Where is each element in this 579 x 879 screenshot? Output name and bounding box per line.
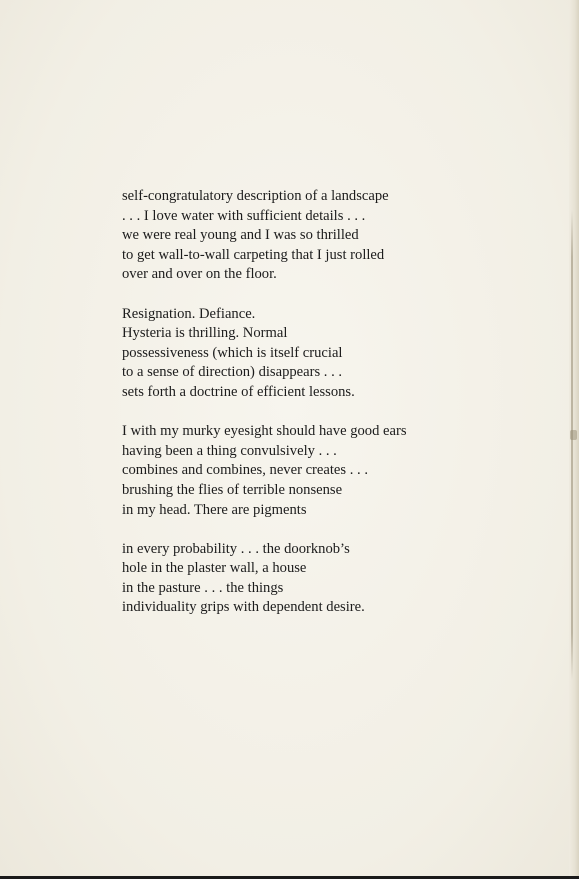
stanza-3	[122, 422, 502, 520]
poem-line: self-congratulatory description of a landscape	[122, 188, 389, 204]
poem-line: combines and combines, never creates . . .	[122, 462, 368, 479]
poem-line: possessiveness (which is itself crucial	[122, 344, 343, 361]
poem-line: to a sense of direction) disappears . . .	[122, 364, 343, 381]
stanza-1	[122, 187, 502, 285]
stanza-4	[122, 540, 502, 618]
poem-line: Resignation. Defiance.	[122, 305, 256, 322]
poem-line: over and over on the floor.	[122, 266, 277, 283]
binding-thread-mark	[570, 430, 577, 440]
poem-line: in my head. There are pigments	[122, 501, 307, 518]
poem-line: having been a thing convulsively . . .	[122, 442, 337, 459]
stanza-2	[122, 305, 502, 403]
poem-line: . . . I love water with sufficient details . . .	[122, 207, 366, 224]
poem-line: Hysteria is thrilling. Normal	[122, 325, 288, 342]
binding-line	[571, 210, 573, 680]
poem-line: sets forth a doctrine of efficient lessons.	[122, 383, 355, 400]
poem-line: we were real young and I was so thrilled	[122, 227, 359, 244]
poem-line: brushing the flies of terrible nonsense	[122, 481, 343, 498]
poem-line: to get wall-to-wall carpeting that I just rolled	[122, 246, 385, 263]
poem-line: in the pasture . . . the things	[122, 579, 284, 596]
poem-line: hole in the plaster wall, a house	[122, 560, 307, 577]
poem-text	[122, 187, 502, 638]
poem-line: individuality grips with dependent desire.	[122, 599, 365, 616]
poem-line: in every probability . . . the doorknob’s	[122, 540, 350, 557]
poem-line: I with my murky eyesight should have good ears	[122, 423, 407, 440]
